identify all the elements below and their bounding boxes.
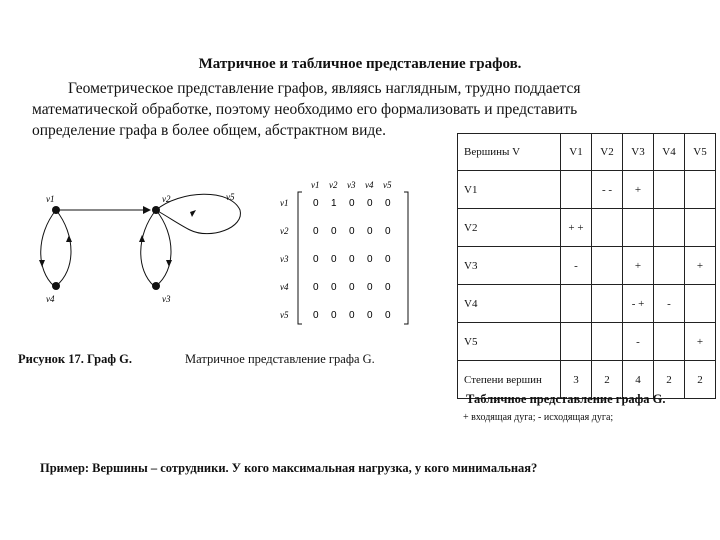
table-cell xyxy=(654,171,685,209)
table-legend: + входящая дуга; - исходящая дуга; xyxy=(463,412,614,423)
table-cell xyxy=(654,247,685,285)
table-cell xyxy=(685,209,716,247)
matrix-cell: 0 xyxy=(313,310,319,321)
matrix-cell: 0 xyxy=(385,254,391,265)
edge-v1-v4-left xyxy=(41,210,56,286)
table-col-header: V2 xyxy=(592,134,623,171)
table-cell: - xyxy=(561,247,592,285)
page-title: Матричное и табличное представление графов. xyxy=(198,56,522,72)
table-col-header: V1 xyxy=(561,134,592,171)
table-col-header: V3 xyxy=(623,134,654,171)
matrix-cell: 0 xyxy=(385,310,391,321)
matrix-cell: 0 xyxy=(367,282,373,293)
table-header-row xyxy=(458,134,716,171)
matrix-cell: 0 xyxy=(367,310,373,321)
table-cell xyxy=(561,171,592,209)
table-cell xyxy=(561,323,592,361)
matrix-cell: 0 xyxy=(313,282,319,293)
edge-v2-v3-left xyxy=(141,210,156,286)
matrix-cell: 0 xyxy=(385,282,391,293)
matrix-cell: 0 xyxy=(313,254,319,265)
table-col-header: V5 xyxy=(685,134,716,171)
vertex-label-v1: v1 xyxy=(46,194,55,204)
table-col-header: V4 xyxy=(654,134,685,171)
degree-cell: 2 xyxy=(592,361,623,399)
table-cell xyxy=(685,285,716,323)
matrix-cell: 0 xyxy=(313,226,319,237)
table-cell xyxy=(654,323,685,361)
table-row xyxy=(458,323,716,361)
matrix-cell: 0 xyxy=(349,310,355,321)
paragraph-line-3: определение графа в более общем, абстрактном виде. xyxy=(32,122,387,139)
matrix-cell: 1 xyxy=(331,198,337,209)
matrix-cell: 0 xyxy=(349,254,355,265)
matrix-cell: 0 xyxy=(367,254,373,265)
graph-caption: Рисунок 17. Граф G. xyxy=(18,352,132,366)
table-cell xyxy=(685,171,716,209)
arrow-icon xyxy=(190,210,196,217)
matrix-cell: 0 xyxy=(331,254,337,265)
table-cell: + xyxy=(685,323,716,361)
table-header-label: Вершины V xyxy=(458,134,561,171)
adjacency-matrix xyxy=(276,178,416,328)
matrix-row-label: v4 xyxy=(280,282,289,292)
matrix-cell: 0 xyxy=(349,198,355,209)
vertex-label-v2: v2 xyxy=(162,194,171,204)
arrow-up-icon xyxy=(139,235,145,242)
matrix-cell: 0 xyxy=(313,198,319,209)
arrow-up-icon xyxy=(66,235,72,242)
matrix-cell: 0 xyxy=(367,226,373,237)
matrix-cell: 0 xyxy=(385,198,391,209)
table-cell xyxy=(654,209,685,247)
edge-v2-v3-right xyxy=(156,210,171,286)
matrix-caption: Матричное представление графа G. xyxy=(185,352,375,366)
table-row-label: V5 xyxy=(458,323,561,361)
matrix-row-label: v2 xyxy=(280,226,289,236)
matrix-right-bracket xyxy=(404,192,408,324)
table-cell xyxy=(592,323,623,361)
degree-table xyxy=(457,133,716,399)
table-cell xyxy=(623,209,654,247)
example-question: Пример: Вершины – сотрудники. У кого максимальная нагрузка, у кого минимальная? xyxy=(40,461,538,475)
table-row-label: V4 xyxy=(458,285,561,323)
table-cell: - - xyxy=(592,171,623,209)
vertex-v2 xyxy=(152,206,160,214)
matrix-cell: 0 xyxy=(367,198,373,209)
matrix-cell: 0 xyxy=(331,310,337,321)
table-row xyxy=(458,285,716,323)
table-row xyxy=(458,171,716,209)
matrix-col-label: v4 xyxy=(365,180,374,190)
table-cell xyxy=(592,209,623,247)
table-cell xyxy=(592,285,623,323)
degree-cell: 2 xyxy=(685,361,716,399)
table-row xyxy=(458,247,716,285)
table-cell xyxy=(561,285,592,323)
table-row-label: V3 xyxy=(458,247,561,285)
matrix-cell: 0 xyxy=(349,282,355,293)
arrow-down-icon xyxy=(39,260,45,267)
vertex-label-v5: v5 xyxy=(226,192,235,202)
edge-v1-v4-right xyxy=(56,210,71,286)
table-cell: + + xyxy=(561,209,592,247)
matrix-col-label: v5 xyxy=(383,180,392,190)
table-cell: + xyxy=(623,171,654,209)
vertex-v1 xyxy=(52,206,60,214)
table-caption: Табличное представление графа G. xyxy=(466,392,666,406)
matrix-row-label: v5 xyxy=(280,310,289,320)
matrix-col-label: v2 xyxy=(329,180,338,190)
matrix-col-label: v1 xyxy=(311,180,320,190)
matrix-row-label: v1 xyxy=(280,198,289,208)
table-cell: - xyxy=(654,285,685,323)
matrix-cell: 0 xyxy=(385,226,391,237)
vertex-v4 xyxy=(52,282,60,290)
paragraph-line-1: Геометрическое представление графов, являясь наглядным, трудно поддается xyxy=(68,80,581,97)
arrow-down-icon xyxy=(166,260,172,267)
matrix-cell: 0 xyxy=(349,226,355,237)
table-cell: + xyxy=(623,247,654,285)
degree-cell: 4 xyxy=(623,361,654,399)
graph-g-figure xyxy=(30,180,270,310)
matrix-row-label: v3 xyxy=(280,254,289,264)
matrix-cell: 0 xyxy=(331,282,337,293)
vertex-label-v4: v4 xyxy=(46,294,55,304)
matrix-left-bracket xyxy=(298,192,302,324)
degree-cell: 3 xyxy=(561,361,592,399)
table-footer-label: Степени вершин xyxy=(458,361,561,399)
table-row xyxy=(458,209,716,247)
table-cell: - + xyxy=(623,285,654,323)
degree-cell: 2 xyxy=(654,361,685,399)
table-cell: - xyxy=(623,323,654,361)
vertex-v3 xyxy=(152,282,160,290)
table-cell xyxy=(592,247,623,285)
paragraph-line-2: математической обработке, поэтому необходимо его формализовать и представить xyxy=(32,101,578,118)
matrix-col-label: v3 xyxy=(347,180,356,190)
intro-paragraph xyxy=(32,78,682,141)
table-cell: + xyxy=(685,247,716,285)
table-row-label: V1 xyxy=(458,171,561,209)
vertex-label-v3: v3 xyxy=(162,294,171,304)
matrix-cell: 0 xyxy=(331,226,337,237)
table-row-label: V2 xyxy=(458,209,561,247)
